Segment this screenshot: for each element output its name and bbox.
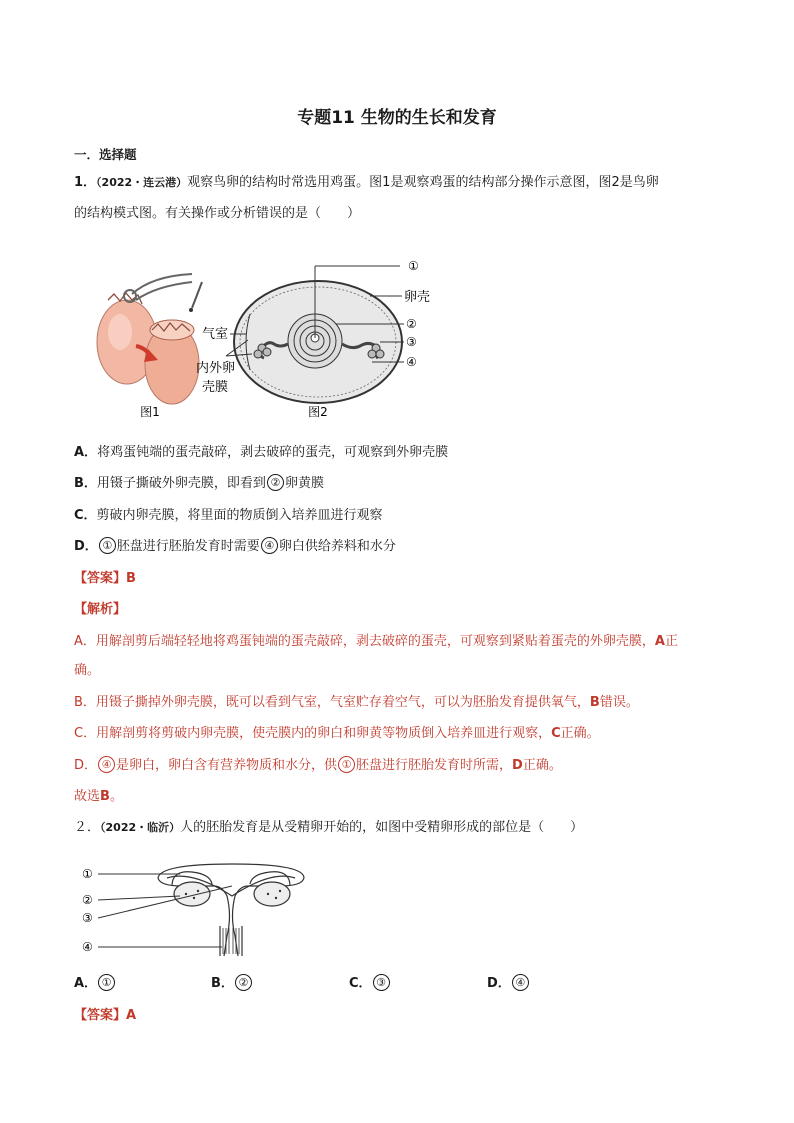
analysis-b: [74, 693, 639, 713]
q2-fig-label-3: ③: [82, 911, 93, 925]
q2-option-d-key: D．: [487, 976, 511, 991]
fig2-label-4: ④: [406, 355, 417, 369]
q2-answer: [74, 1006, 136, 1026]
q1-stem-line1: [74, 173, 659, 193]
option-a-key: A．: [74, 445, 98, 460]
q1-source: （2022・连云港）: [96, 176, 188, 189]
answer-label: 【答案】: [74, 571, 127, 586]
option-b-key: B．: [74, 476, 97, 491]
q2-text: 人的胚胎发育是从受精卵开始的，如图中受精卵形成的部位是（ ）: [180, 820, 584, 835]
analysis-d-key: D: [512, 758, 523, 773]
analysis-d-end: 正确。: [522, 758, 562, 773]
analysis-c-text: C．用解剖剪将剪破内卵壳膜，使壳膜内的卵白和卵黄等物质倒入培养皿进行观察，: [74, 726, 552, 741]
analysis-d-key-prefix: D．: [74, 758, 98, 773]
analysis-a-key: A: [654, 634, 665, 649]
fig2-label-membrane-1: 内外卵: [196, 361, 236, 376]
uterus-diagram: [158, 864, 304, 956]
section-heading: 一．选择题: [74, 147, 137, 162]
analysis-a-line1: [74, 632, 678, 652]
q2-option-d-circled-number: ④: [512, 974, 529, 991]
q1-text-line1: 观察鸟卵的结构时常选用鸡蛋。图1是观察鸡蛋的结构部分操作示意图，图2是鸟卵: [187, 175, 659, 190]
figure2-egg-structure: [234, 281, 402, 403]
q2-option-b-circled-number: ②: [235, 974, 252, 991]
option-d-circled-number-2: ④: [261, 537, 278, 554]
q2-fig-label-1: ①: [82, 867, 93, 881]
answer-value: B: [126, 571, 136, 586]
q1-egg-figure: [92, 252, 444, 424]
q2-fig-label-4: ④: [82, 940, 93, 954]
fig2-label-shell: 卵壳: [404, 290, 431, 305]
conclusion-end: 。: [109, 789, 123, 804]
analysis-b-key: B: [589, 695, 600, 710]
q1-option-c: [74, 506, 383, 526]
q2-fig-label-2: ②: [82, 893, 93, 907]
q2-option-a-key: A．: [74, 976, 98, 991]
fig2-label-1: ①: [408, 259, 419, 273]
q2-answer-value: A: [126, 1008, 137, 1023]
q1-conclusion: [74, 787, 123, 807]
q2-answer-label: 【答案】: [74, 1008, 127, 1023]
option-b-text-pre: 用镊子撕破外卵壳膜，即看到: [96, 476, 266, 491]
analysis-d: [74, 756, 562, 776]
q1-option-b: [74, 474, 324, 494]
analysis-b-end: 错误。: [599, 695, 639, 710]
q1-answer: [74, 569, 136, 589]
q2-option-a-circled-number: ①: [98, 974, 115, 991]
analysis-c-key: C: [551, 726, 561, 741]
option-c-text: 剪破内卵壳膜，将里面的物质倒入培养皿进行观察: [96, 508, 383, 523]
analysis-c: [74, 724, 600, 744]
q1-option-a: [74, 443, 448, 463]
figure2-caption: 图2: [308, 405, 328, 419]
q2-option-b: [211, 974, 253, 994]
figure1-eggs-illustration: [97, 274, 202, 404]
option-d-key: D．: [74, 539, 98, 554]
fig2-label-2: ②: [406, 317, 417, 331]
analysis-a-end: 正: [664, 634, 678, 649]
analysis-a-text: A．用解剖剪后端轻轻地将鸡蛋钝端的蛋壳敲碎，剥去破碎的蛋壳，可观察到紧贴着蛋壳的外卵壳膜，: [74, 634, 655, 649]
figure1-caption: 图1: [140, 405, 160, 419]
option-a-text: 将鸡蛋钝端的蛋壳敲碎，剥去破碎的蛋壳，可观察到外卵壳膜: [97, 445, 449, 460]
q2-option-a: [74, 974, 116, 994]
q1-option-d: [74, 537, 396, 557]
analysis-d-text-mid: 是卵白，卵白含有营养物质和水分，供: [116, 758, 338, 773]
q2-option-c-circled-number: ③: [373, 974, 390, 991]
q2-stem: [74, 818, 583, 838]
q2-option-b-key: B．: [211, 976, 234, 991]
option-c-key: C．: [74, 508, 97, 523]
q2-option-c-key: C．: [349, 976, 372, 991]
analysis-d-circled-number-1: ④: [98, 756, 115, 773]
q1-analysis-label: 【解析】: [74, 602, 127, 617]
fig2-label-air-chamber: 气室: [202, 327, 229, 342]
option-d-text-mid: 胚盘进行胚胎发育时需要: [116, 539, 260, 554]
option-d-text-post: 卵白供给养料和水分: [278, 539, 396, 554]
q2-uterus-figure: [82, 856, 314, 960]
analysis-d-text-mid2: 胚盘进行胚胎发育时所需，: [356, 758, 513, 773]
q2-number: ２．: [74, 820, 101, 835]
q2-source: （2022・临沂）: [100, 821, 181, 834]
q1-number: 1．: [74, 175, 97, 190]
option-b-circled-number: ②: [267, 474, 284, 491]
analysis-a-line2: 确。: [74, 663, 101, 678]
analysis-c-end: 正确。: [560, 726, 600, 741]
analysis-d-circled-number-2: ①: [338, 756, 355, 773]
conclusion-text: 故选: [74, 789, 101, 804]
q2-option-c: [349, 974, 391, 994]
conclusion-key: B: [100, 789, 110, 804]
q1-stem-line2: 的结构模式图。有关操作或分析错误的是（ ）: [74, 206, 361, 221]
option-d-circled-number-1: ①: [99, 537, 116, 554]
page-title: 专题11 生物的生长和发育: [297, 108, 497, 128]
q2-option-d: [487, 974, 530, 994]
fig2-label-3: ③: [406, 335, 417, 349]
fig2-label-membrane-2: 壳膜: [202, 380, 229, 395]
analysis-b-text: B．用镊子撕掉外卵壳膜，既可以看到气室，气室贮存着空气，可以为胚胎发育提供氧气，: [74, 695, 590, 710]
option-b-text-post: 卵黄膜: [284, 476, 324, 491]
